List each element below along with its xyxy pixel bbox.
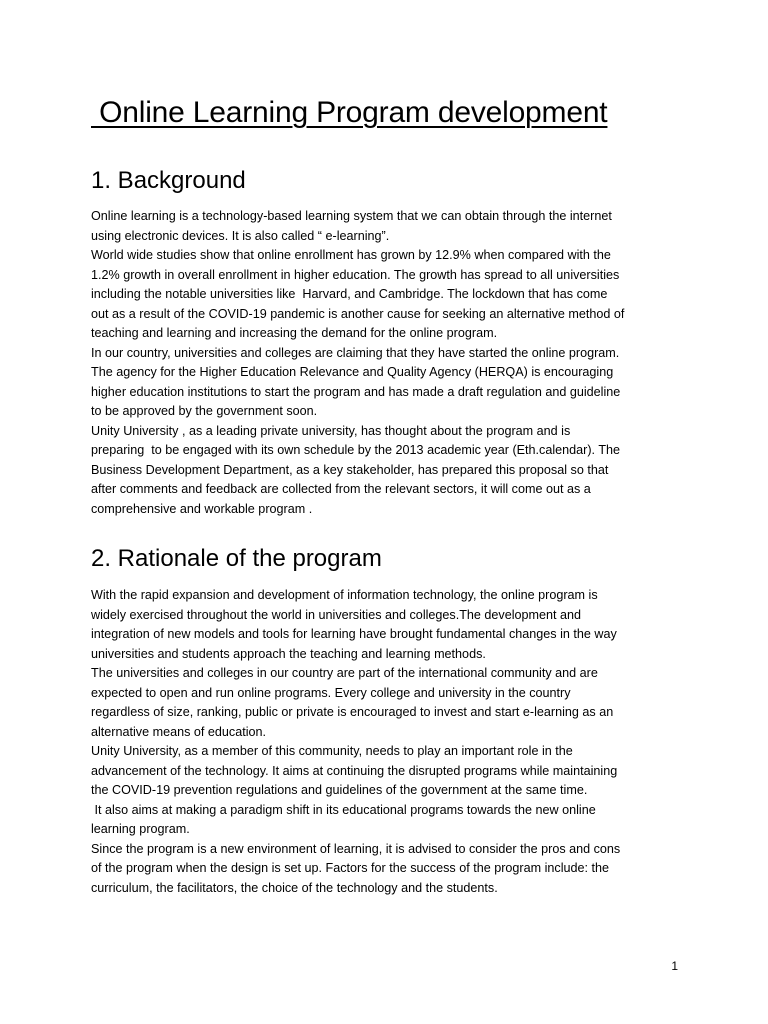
text-line: of the program when the design is set up. Factors for the success of the program include: the	[91, 861, 610, 875]
text-line: Since the program is a new environment of learning, it is advised to consider the pros and cons	[91, 841, 621, 856]
text-line: including the notable universities like Harvard, and Cambridge. The lockdown that has come	[91, 287, 608, 301]
text-line: curriculum, the facilitators, the choice of the technology and the students.	[91, 880, 498, 895]
text-line: Unity University , as a leading private university, has thought about the program and is	[91, 423, 571, 438]
text-line: 1.2% growth in overall enrollment in higher education. The growth has spread to all universities	[91, 267, 620, 282]
section-heading-background: 1. Background	[91, 167, 246, 194]
section-heading-rationale: 2. Rationale of the program	[91, 545, 382, 572]
document-title: Online Learning Program development	[91, 96, 608, 129]
text-line: higher education institutions to start the program and has made a draft regulation and guideline	[91, 384, 621, 399]
text-line: teaching and learning and increasing the demand for the online program.	[91, 326, 498, 340]
text-line: universities and students approach the teaching and learning methods.	[91, 646, 486, 661]
text-line: The agency for the Higher Education Relevance and Quality Agency (HERQA) is encouraging	[91, 365, 614, 379]
text-line: preparing to be engaged with its own schedule by the 2013 academic year (Eth.calendar). The	[91, 443, 621, 457]
text-line: using electronic devices. It is also called “ e-learning”.	[91, 228, 390, 243]
text-line: to be approved by the government soon.	[91, 404, 318, 418]
text-line: Online learning is a technology-based learning system that we can obtain through the internet	[91, 209, 612, 223]
page-number: 1	[671, 959, 678, 973]
text-line: learning program.	[91, 822, 190, 836]
text-line: World wide studies show that online enrollment has grown by 12.9% when compared with the	[91, 248, 611, 262]
text-line: expected to open and run online programs. Every college and university in the country	[91, 685, 571, 700]
text-line: out as a result of the COVID-19 pandemic is another cause for seeking an alternative method of	[91, 306, 625, 321]
text-line: The universities and colleges in our country are part of the international community and are	[91, 666, 598, 680]
text-line: comprehensive and workable program .	[91, 501, 313, 516]
text-line: the COVID-19 prevention regulations and guidelines of the government at the same time.	[91, 783, 588, 797]
section-body-background	[91, 207, 691, 519]
text-line: after comments and feedback are collected from the relevant sectors, it will come out as a	[91, 482, 591, 496]
text-line: In our country, universities and colleges are claiming that they have started the online program.	[91, 345, 620, 360]
text-line: regardless of size, ranking, public or private is encouraged to invest and start e-learning as an	[91, 705, 614, 719]
text-line: With the rapid expansion and development of information technology, the online program is	[91, 588, 598, 602]
text-line: It also aims at making a paradigm shift in its educational programs towards the new online	[91, 802, 596, 817]
text-line: integration of new models and tools for learning have brought fundamental changes in the way	[91, 627, 617, 641]
text-line: advancement of the technology. It aims at continuing the disrupted programs while maintaining	[91, 763, 618, 778]
section-body-rationale	[91, 586, 691, 898]
text-line: Unity University, as a member of this community, needs to play an important role in the	[91, 744, 573, 758]
text-line: alternative means of education.	[91, 724, 267, 739]
text-line: Business Development Department, as a key stakeholder, has prepared this proposal so that	[91, 462, 609, 477]
text-line: widely exercised throughout the world in universities and colleges.The development and	[91, 607, 582, 622]
